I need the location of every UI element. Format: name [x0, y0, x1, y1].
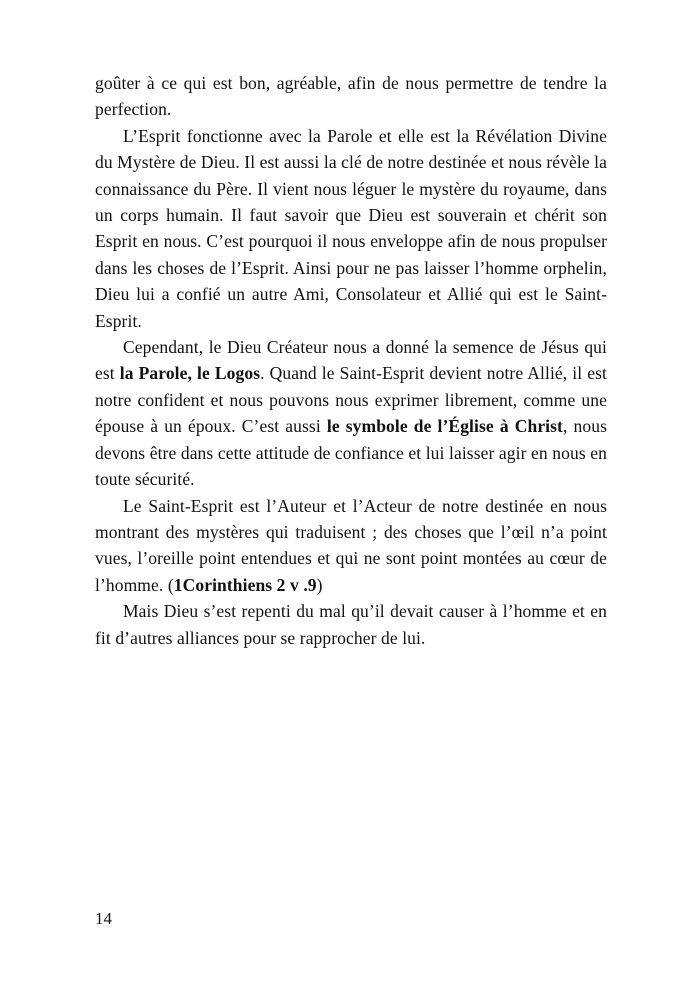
paragraph — [95, 123, 607, 334]
text-run: Le Saint-Esprit est l’Auteur et l’Acteur de notre destinée en nous montrant des mystères qui traduisent ; des choses que l’œil n’a point vues, l’oreille point entendues et qui ne sont point montées au cœur de l’homme. ( — [95, 495, 607, 595]
text-run: , nous devons être dans cette attitude de confiance et lui laisser agir en nous en toute sécurité. — [95, 416, 607, 490]
bold-text-run: 1Corinthiens 2 v .9 — [173, 574, 317, 595]
body-text — [95, 70, 607, 651]
text-run: ) — [316, 574, 323, 595]
text-run: goûter à ce qui est bon, agréable, afin de nous permettre de tendre la perfection. — [95, 73, 607, 120]
text-run: . Quand le Saint-Esprit devient notre Allié, il est notre confident et nous pouvons nous exprimer librement, comme une épouse à un époux. C’est aussi — [95, 363, 607, 437]
bold-text-run: la Parole, le Logos — [119, 363, 261, 384]
text-run: L’Esprit fonctionne avec la Parole et elle est la Révélation Divine du Mystère de Dieu. Il est aussi la clé de notre destinée et nous révèle la connaissance du Père. Il vient nous léguer le mystère du royaume, dans un corps humain. Il faut savoir que Dieu est souverain et chérit son Esprit en nous. C’est pourquoi il nous enveloppe afin de nous propulser dans les choses de l’Esprit. Ainsi pour ne pas laisser l’homme orphelin, Dieu lui a confié un autre Ami, Consolateur et Allié qui est le Saint-Esprit. — [95, 125, 607, 331]
paragraph — [95, 598, 607, 651]
paragraph — [95, 493, 607, 599]
page-number: 14 — [95, 909, 112, 928]
bold-text-run: le symbole de l’Église à Christ — [326, 416, 563, 437]
paragraph — [95, 70, 607, 123]
text-run: Mais Dieu s’est repenti du mal qu’il devait causer à l’homme et en fit d’autres alliances pour se rapprocher de lui. — [95, 601, 607, 648]
text-run: Cependant, le Dieu Créateur nous a donné la semence de Jésus qui est — [95, 337, 607, 384]
paragraph — [95, 334, 607, 492]
